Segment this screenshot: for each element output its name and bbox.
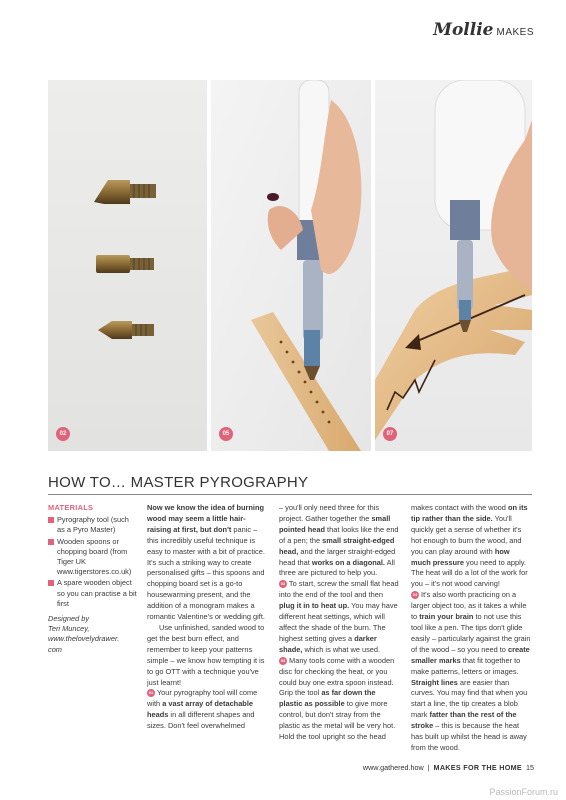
body-column-3 [411, 503, 531, 754]
credit-line: Teri Muncey, [48, 624, 90, 634]
step-emphasis: how much pressure [411, 546, 510, 567]
materials-item: A spare wooden object so you can practise a bit first [48, 578, 138, 609]
magazine-brand [433, 20, 534, 40]
step-emphasis: fatter than the rest of the stroke [411, 710, 517, 731]
step-text: you need to apply. The heat will do a lot of the work for you – it's not wood carving! [411, 557, 528, 589]
pyrography-tips-photo [48, 80, 207, 451]
materials-box [48, 503, 138, 655]
designer-credit [48, 614, 138, 655]
credit-line: Designed by [48, 614, 90, 624]
step-text: to not use this tool like a pen. The tips don't glide easily – particularly against the grain of the wood – so you need to [411, 612, 531, 654]
step-text: in all different shapes and sizes. Don't feel overwhelmed [147, 710, 255, 731]
step-number-badge: 01 [148, 690, 154, 696]
photo-number-badge: 02 [56, 427, 70, 441]
pyrography-fork-arrow-photo [375, 80, 532, 451]
step-number-badge: 04 [412, 592, 418, 598]
step-1-paragraph [147, 688, 267, 732]
section-title: HOW TO… MASTER PYROGRAPHY [48, 474, 309, 491]
step-text: All three are pictured to help you. [279, 557, 395, 578]
step-text: You'll quickly get a sense of whether it's hot enough to burn the wood, and you can play around with [411, 513, 522, 556]
step-emphasis: on its tip rather than the side. [411, 503, 528, 523]
body-column-2 [279, 503, 399, 743]
step-text: It's also worth practicing on a larger object too, as it takes a while to [411, 590, 527, 622]
watermark: PassionForum.ru [489, 787, 558, 797]
step-text: and the larger straight-edged head that [279, 546, 396, 567]
photo-number-badge: 07 [383, 427, 397, 441]
step-number-badge: 02 [280, 581, 286, 587]
step-text: to give more control, but don't stray from the plastic as the metal will be very hot. Hold the tool upright so the head [279, 699, 396, 742]
step-text: To start, screw the small flat head into the end of the tool and then [279, 579, 399, 600]
step-emphasis: Straight lines [411, 677, 458, 687]
brand-caps: MAKES [496, 27, 534, 38]
materials-heading: MATERIALS [48, 503, 94, 512]
photo-pyrography-spoon [211, 80, 371, 451]
photo-pyrography-tips [48, 80, 207, 451]
step-text: You may have different heat settings, which will affect the shade of the burn. The highest setting gives a [279, 601, 398, 643]
intro-paragraph [147, 503, 267, 623]
step-emphasis: as far down the plastic as possible [279, 688, 376, 709]
footer-separator: | [427, 763, 430, 772]
step-3-paragraph [279, 656, 399, 743]
tip-paragraph: Use unfinished, sanded wood to get the best burn effect, and remember to keep your patterns simple – we know how tempting it is to go OTT with a technique you've just learnt! [147, 622, 265, 687]
pyrography-spoon-handle-photo [211, 80, 371, 451]
step-text: which is what we used. [302, 644, 381, 654]
brand-script: Mollie [433, 20, 494, 40]
step-2-paragraph [279, 579, 399, 655]
step-emphasis: small straight-edged head, [279, 535, 395, 556]
step-emphasis: works on a diagonal. [311, 557, 385, 567]
step-text: that fit together to make patterns, letters or images. [411, 655, 521, 676]
materials-list [48, 515, 138, 609]
body-column-1 [147, 503, 267, 732]
materials-item: Wooden spoons or chopping board (from Tiger UK www.tigerstores.co.uk) [48, 537, 138, 578]
step-text: Your pyrography tool will come with [147, 688, 258, 709]
step-text: are easier than curves. You may find that when you start a line, the tip creates a blob mark [411, 677, 528, 720]
step-emphasis: create smaller marks [411, 644, 530, 665]
step-text: – you'll only need three for this project. Gather together the [279, 503, 380, 523]
footer-section: MAKES FOR THE HOME [433, 763, 522, 772]
photo-number-badge: 05 [219, 427, 233, 441]
page-footer [363, 763, 534, 772]
credit-line: com [48, 644, 62, 654]
intro-bold: Now we know the idea of burning wood may seem a little hair-raising at first, but don't [147, 503, 265, 534]
materials-item: Pyrography tool (such as a Pyro Master) [48, 515, 138, 535]
step-text: – this is because the heat has built up whilst the head is away from the wood. [411, 721, 527, 752]
step-text: that looks like the end of a pen; the [279, 524, 399, 545]
step-1-continued [279, 503, 399, 579]
step-text: Many tools come with a wooden disc for checking the heat, or you could buy one extra spoon instead. Grip the tool [279, 655, 395, 698]
step-4-paragraph [411, 590, 531, 754]
photo-pyrography-fork [375, 80, 532, 451]
step-emphasis: train your brain [419, 612, 474, 622]
section-divider [48, 494, 532, 495]
credit-line: www.thelovelydrawer. [48, 634, 120, 644]
step-emphasis: darker shade, [279, 633, 377, 654]
step-3-continued [411, 503, 531, 590]
footer-url: www.gathered.how [362, 763, 424, 772]
step-emphasis: small pointed head [279, 513, 391, 534]
step-emphasis: plug it in to heat up. [279, 601, 350, 611]
intro-text: panic – this incredibly useful technique is easy to master with a bit of practice. It's such a striking way to create personalised gifts – this spoons and chopping board set is a go-to housewarming present, and the addition of a monogram makes a romantic Valentine's or wedding gift. [147, 524, 265, 622]
step-number-badge: 03 [280, 657, 286, 663]
step-emphasis: a vast array of detachable heads [147, 699, 253, 720]
page-number: 15 [526, 763, 534, 772]
step-text: makes contact with the wood [411, 503, 508, 512]
